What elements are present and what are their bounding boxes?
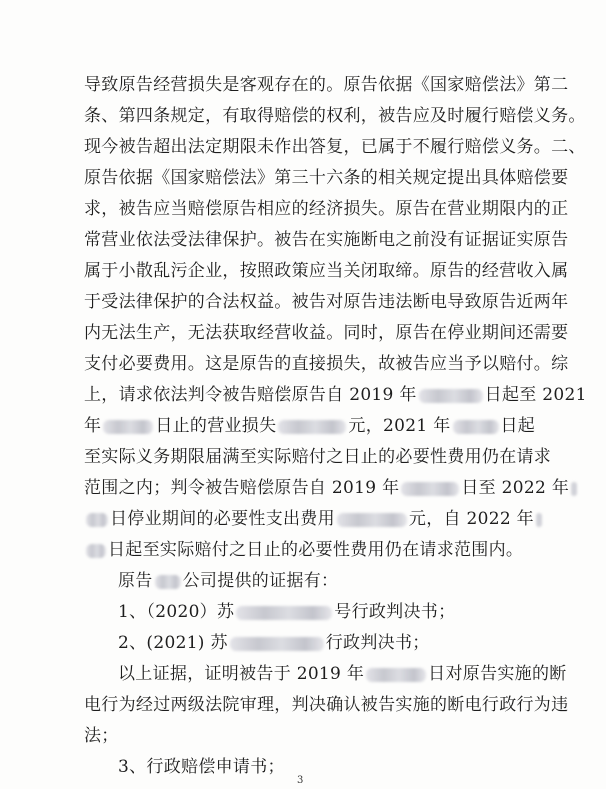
text-line: 2、(2021) 苏 行政判决书； bbox=[118, 633, 430, 653]
redaction bbox=[103, 420, 153, 434]
redaction bbox=[236, 606, 332, 620]
redaction bbox=[536, 513, 542, 527]
text-line: 1、（2020）苏 号行政判决书； bbox=[118, 602, 456, 622]
text-line: 内无法生产，无法获取经营收益。同时，原告在停业期间还需要 bbox=[84, 323, 569, 343]
text-line: 条、第四条规定，有取得赔偿的权利，被告应及时履行赔偿义务。 bbox=[84, 106, 586, 126]
redaction bbox=[337, 513, 407, 527]
redaction bbox=[230, 637, 324, 651]
text-line: 常营业依法受法律保护。被告在实施断电之前没有证据证实原告 bbox=[84, 230, 569, 250]
text-line: 支付必要费用。这是原告的直接损失，故被告应当予以赔付。综 bbox=[84, 354, 569, 374]
text-line: 至实际义务期限届满至实际赔付之日止的必要性费用仍在请求 bbox=[84, 447, 552, 467]
text-line: 原告 公司提供的证据有： bbox=[118, 571, 339, 591]
text-line: 原告依据《国家赔偿法》第三十六条的相关规定提出具体赔偿要 bbox=[84, 168, 569, 188]
redaction bbox=[366, 668, 426, 682]
redaction bbox=[155, 575, 181, 589]
text-line: 日停业期间的必要性支出费用 元，自 2022 年 bbox=[84, 509, 544, 529]
page-number: 3 bbox=[297, 775, 304, 786]
text-line: 日起至实际赔付之日止的必要性费用仍在请求范围内。 bbox=[84, 540, 523, 560]
redaction bbox=[401, 482, 459, 496]
text-line: 于受法律保护的合法权益。被告对原告违法断电导致原告近两年 bbox=[84, 292, 569, 312]
redaction bbox=[453, 420, 499, 434]
redaction bbox=[278, 420, 346, 434]
redaction bbox=[419, 389, 483, 403]
text-line: 现今被告超出法定期限未作出答复，已属于不履行赔偿义务。二、 bbox=[84, 137, 586, 157]
text-line: 电行为经过两级法院审理，判决确认被告实施的断电行政行为违 bbox=[84, 695, 569, 715]
text-line: 3、行政赔偿申请书； bbox=[118, 757, 285, 777]
redaction bbox=[571, 482, 577, 496]
text-line: 求，被告应当赔偿原告相应的经济损失。原告在营业期限内的正 bbox=[84, 199, 569, 219]
text-line: 以上证据，证明被告于 2019 年 日对原告实施的断 bbox=[118, 664, 567, 684]
text-line: 导致原告经营损失是客观存在的。原告依据《国家赔偿法》第二 bbox=[84, 75, 569, 95]
text-line: 属于小散乱污企业，按照政策应当关闭取缔。原告的经营收入属 bbox=[84, 261, 569, 281]
redaction bbox=[86, 544, 106, 558]
redaction bbox=[86, 513, 108, 527]
text-line: 范围之内；判令被告赔偿原告自 2019 年 日至 2022 年 bbox=[84, 478, 579, 498]
text-line: 上，请求依法判令被告赔偿原告自 2019 年 日起至 2021 bbox=[84, 385, 587, 405]
text-line: 年 日止的营业损失 元，2021 年 日起 bbox=[84, 416, 536, 436]
text-line: 法； bbox=[84, 726, 119, 746]
